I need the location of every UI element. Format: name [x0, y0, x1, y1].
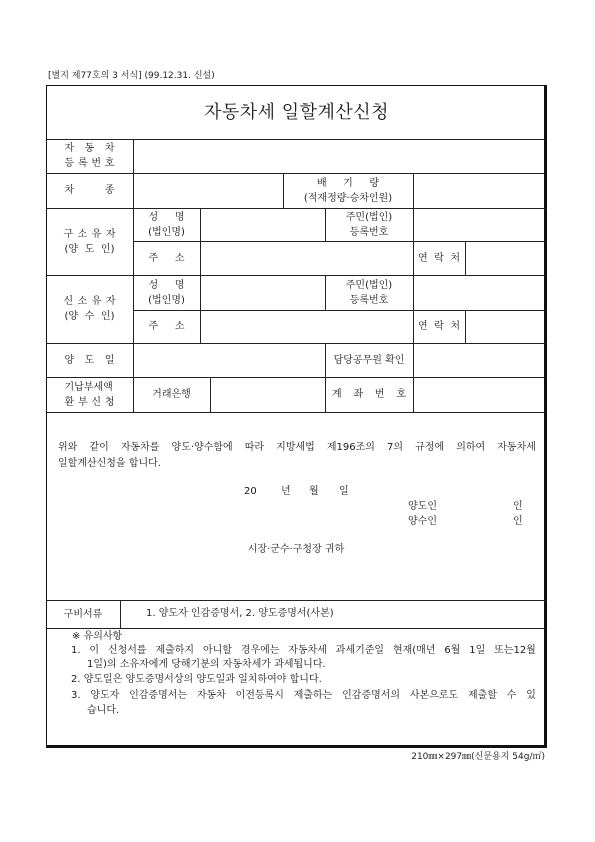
word: 유 — [91, 296, 102, 307]
word: 자 — [105, 228, 116, 240]
table-rule — [46, 628, 545, 629]
word: 환 — [64, 396, 75, 408]
word: 종 — [104, 185, 115, 196]
bank-label — [133, 377, 210, 412]
word: 수 — [84, 311, 95, 322]
label-line — [317, 176, 379, 191]
word: 자동차세 — [288, 645, 327, 656]
word: 제출할 — [467, 690, 497, 701]
word: 3. — [71, 690, 81, 701]
new-owner-contact-field — [466, 311, 544, 342]
label-line — [418, 251, 460, 266]
form-title: 자동차세 일할계산신청 — [203, 102, 390, 123]
word: 양도·양수함에 — [171, 442, 233, 453]
new-owner-label — [46, 275, 133, 343]
word: 성 — [148, 279, 159, 291]
addressee: 시장·군수·구청장 귀하 — [247, 544, 345, 555]
word: 호 — [396, 389, 406, 400]
word: 계 — [332, 389, 342, 400]
transfer-date-field — [134, 344, 324, 376]
new-owner-name-field — [201, 276, 324, 309]
refund-request-label — [46, 377, 133, 412]
word: 자 — [64, 143, 75, 154]
label-line — [65, 395, 115, 410]
required-documents-label — [46, 600, 120, 628]
new-owner-id-label — [325, 275, 413, 310]
word: 자동차를 — [120, 442, 160, 453]
word: 제출하는 — [293, 690, 333, 701]
word: 소 — [77, 228, 88, 240]
word: 1일 — [469, 645, 486, 656]
word: 번 — [374, 389, 385, 400]
label-line — [65, 309, 115, 324]
word: 이전등록시 — [235, 690, 284, 701]
word: 자동차세 — [497, 442, 536, 453]
word: 주 — [148, 321, 159, 332]
label-line: 주민(법인) — [345, 211, 393, 223]
label-line — [65, 242, 115, 257]
vehicle-type-label — [46, 173, 133, 208]
note-line — [71, 644, 536, 658]
word: 인감증명서는 — [129, 690, 188, 701]
word: 규정에 — [415, 442, 445, 453]
word: 경우에는 — [240, 645, 280, 656]
word: 과세기준일 — [335, 645, 385, 656]
word: 록 — [77, 158, 88, 169]
word: 7의 — [387, 442, 404, 453]
word: 제출하지 — [155, 645, 195, 656]
label-line — [64, 294, 116, 309]
word: 명 — [174, 279, 185, 291]
word: 도 — [84, 354, 95, 366]
note-line: 2. 양도일은 양도증명서상의 양도일과 일치하여야 합니다. — [71, 674, 322, 685]
word: 성 — [148, 211, 159, 223]
word: 위와 — [58, 442, 78, 453]
word: 6월 — [444, 645, 461, 656]
word: 소 — [174, 321, 185, 332]
displacement-label — [283, 173, 413, 208]
word: 구 — [63, 228, 74, 240]
previous-owner-contact-field — [466, 242, 544, 274]
previous-owner-id-field — [414, 209, 544, 240]
word: 부 — [77, 396, 88, 408]
word: 자동차 — [196, 690, 226, 701]
label-line: 담당공무원 확인 — [333, 354, 405, 366]
word: 신청서를 — [107, 645, 147, 656]
note-line — [71, 689, 536, 703]
word: 연 — [418, 252, 428, 264]
word: 신 — [91, 396, 102, 408]
date-year-prefix: 20 — [244, 486, 257, 497]
new-owner-name-label — [133, 275, 200, 310]
transferee-seal-mark: 인 — [513, 516, 523, 527]
displacement-field — [414, 174, 544, 207]
label-line — [149, 210, 185, 225]
registration-number-label — [46, 139, 133, 173]
official-confirmation-field — [414, 344, 544, 376]
word: 연 — [418, 321, 428, 332]
word: 일 — [104, 354, 115, 366]
word: 동 — [84, 143, 95, 154]
label-line: (법인명) — [148, 226, 185, 238]
previous-owner-name-label — [133, 208, 200, 241]
form-number-label: [별지 제77호의 3 서식] (99.12.31. 신설) — [48, 71, 215, 81]
date-month-label: 월 — [309, 486, 319, 497]
word: 인감증명서의 — [342, 690, 401, 701]
label-line: 거래은행 — [152, 389, 191, 400]
word: 사본으로도 — [409, 690, 459, 701]
word: 인) — [100, 311, 115, 322]
table-rule — [120, 600, 121, 628]
word: 양 — [64, 354, 75, 366]
previous-owner-address-label — [133, 241, 200, 275]
word: 배 — [317, 177, 327, 189]
label-line — [332, 387, 406, 402]
word: 주 — [148, 252, 159, 264]
previous-owner-label — [46, 208, 133, 275]
notes-heading: ※ 유의사항 — [72, 631, 123, 642]
label-line — [64, 227, 116, 242]
word: 인) — [100, 243, 115, 255]
account-number-label — [325, 377, 413, 412]
label-line — [65, 183, 115, 198]
previous-owner-name-field — [201, 209, 324, 240]
account-number-field — [414, 378, 544, 411]
label-line — [418, 319, 460, 334]
date-year-label: 년 — [281, 486, 291, 497]
word: 지방세법 — [276, 442, 315, 453]
transfer-date-label — [46, 343, 133, 377]
vehicle-type-field — [134, 174, 282, 207]
word: (양 — [64, 243, 79, 255]
word: 아니할 — [202, 645, 232, 656]
word: 번 — [91, 158, 102, 169]
label-line: 주민(법인) — [345, 279, 393, 291]
table-rule — [46, 412, 545, 413]
required-documents-value: 1. 양도자 인감증명서, 2. 양도증명서(사본) — [146, 608, 334, 619]
label-line: 등록번호 — [349, 294, 389, 306]
bank-field — [211, 378, 324, 411]
paper-size-footer: 210㎜×297㎜(신문용지 54g/㎡) — [411, 752, 545, 762]
label-line: 등록번호 — [349, 226, 389, 238]
official-confirmation-label — [325, 343, 413, 377]
word: 기 — [343, 177, 353, 189]
word: 유 — [91, 228, 102, 240]
transferor-signature-label: 양도인 — [408, 501, 437, 512]
word: 소 — [77, 296, 88, 307]
word: 좌 — [353, 389, 364, 400]
word: 따라 — [244, 442, 265, 453]
word: 차 — [104, 143, 115, 154]
label-line — [149, 278, 185, 293]
previous-owner-address-field — [201, 242, 412, 274]
previous-owner-contact-label — [413, 241, 465, 275]
word: (양 — [64, 311, 79, 322]
word: 등 — [64, 158, 75, 169]
transferee-signature-label: 양수인 — [408, 516, 437, 527]
word: 량 — [369, 177, 379, 189]
word: 제196조의 — [326, 442, 375, 453]
word: 이 — [89, 645, 100, 656]
word: 의하여 — [456, 442, 486, 453]
registration-number-field — [134, 140, 544, 172]
word: 차 — [64, 185, 75, 196]
word: 같이 — [89, 442, 109, 453]
word: 신 — [63, 296, 74, 307]
statement-line-2: 일할계산신청을 합니다. — [58, 458, 161, 469]
word: 락 — [434, 321, 444, 332]
word: 자 — [105, 296, 116, 307]
word: 처 — [450, 252, 460, 264]
word: 명 — [174, 211, 185, 223]
label-line — [149, 319, 185, 334]
label-line: (법인명) — [148, 294, 185, 306]
new-owner-id-field — [414, 276, 544, 309]
new-owner-address-field — [201, 311, 412, 342]
word: 1. — [71, 645, 81, 656]
label-line: 기납부세액 — [64, 381, 113, 393]
word: 현재(매년 — [392, 645, 436, 656]
label-line — [149, 251, 185, 266]
word: 소 — [174, 252, 185, 264]
note-line: 1일)의 소유자에게 당해기분의 자동차세가 과세됩니다. — [87, 659, 326, 670]
transferor-seal-mark: 인 — [513, 501, 523, 512]
statement-line-1 — [58, 441, 536, 455]
word: 처 — [450, 321, 460, 332]
new-owner-address-label — [133, 310, 200, 343]
label-line: 구비서류 — [63, 608, 103, 620]
date-day-label: 일 — [339, 486, 349, 497]
word: 수 — [506, 690, 517, 701]
word: 청 — [104, 396, 115, 408]
word: 도 — [84, 243, 95, 255]
note-line: 습니다. — [87, 705, 120, 716]
word: 또는12월 — [494, 645, 536, 656]
label-line — [65, 353, 115, 368]
previous-owner-id-label — [325, 208, 413, 241]
word: 양도자 — [90, 690, 120, 701]
label-line: (적재정량·승차인원) — [303, 192, 393, 204]
word: 락 — [434, 252, 444, 264]
label-line — [65, 141, 115, 156]
label-line — [65, 156, 115, 171]
word: 있 — [526, 690, 536, 701]
new-owner-contact-label — [413, 310, 465, 343]
word: 호 — [104, 158, 115, 169]
